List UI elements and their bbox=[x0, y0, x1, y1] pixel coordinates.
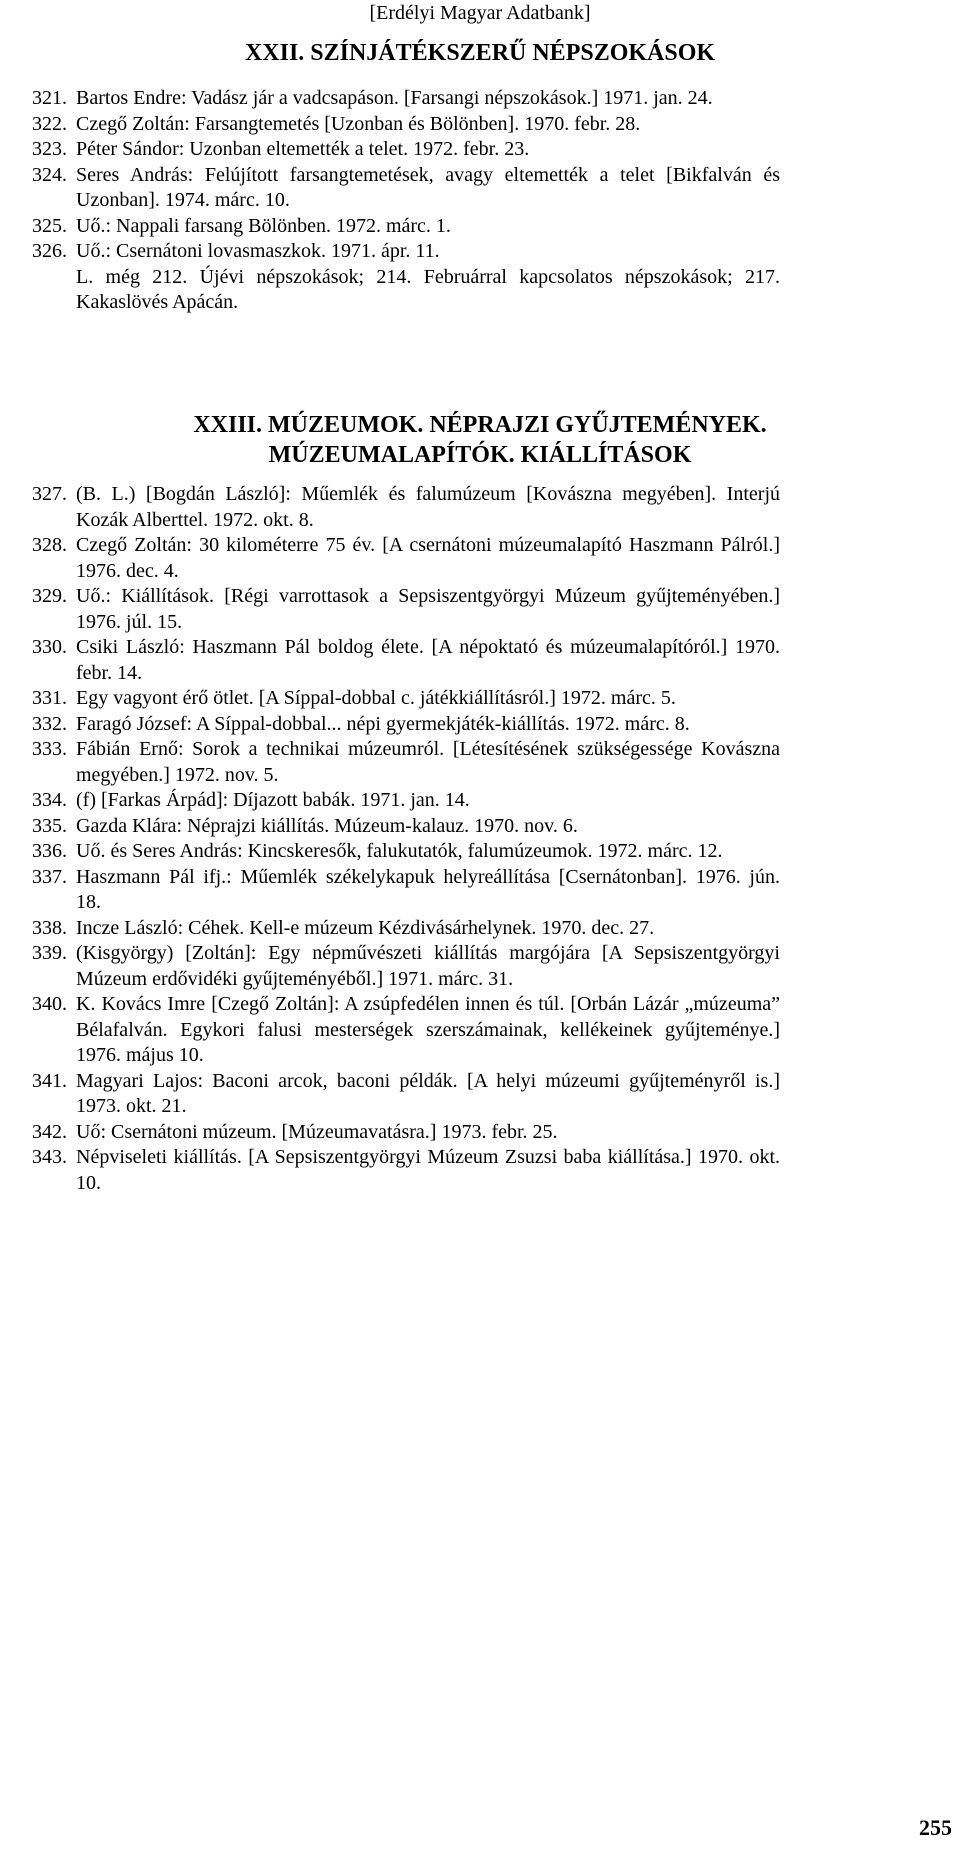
list-item bbox=[32, 163, 780, 214]
entry-number: 326. bbox=[32, 240, 67, 262]
entry-text: Seres András: Felújított farsangtemetések, avagy eltemették a telet [Bikfalván és Uzonban]. 1974. márc. 10. bbox=[76, 163, 780, 211]
list-item bbox=[32, 1120, 780, 1146]
list-item bbox=[32, 814, 780, 840]
entry-number: 336. bbox=[32, 840, 67, 862]
entry-text: Népviseleti kiállítás. [A Sepsiszentgyörgyi Múzeum Zsuzsi baba kiállítása.] 1970. okt. 10. bbox=[76, 1146, 780, 1194]
entry-number: 338. bbox=[32, 916, 67, 939]
entry-number: 328. bbox=[32, 534, 67, 556]
entry-number: 339. bbox=[32, 942, 67, 964]
entry-text: Gazda Klára: Néprajzi kiállítás. Múzeum-kalauz. 1970. nov. 6. bbox=[76, 814, 578, 837]
section-title-2 bbox=[0, 410, 960, 470]
entry-text: Magyari Lajos: Baconi arcok, baconi példák. [A helyi múzeumi gyűjteményről is.] 1973. okt. 21. bbox=[76, 1069, 780, 1117]
list-item bbox=[32, 137, 780, 163]
entry-number: 325. bbox=[32, 214, 67, 237]
list-item bbox=[32, 916, 780, 942]
entry-number: 342. bbox=[32, 1120, 67, 1143]
entry-text: Faragó József: A Síppal-dobbal... népi gyermekjáték-kiállítás. 1972. márc. 8. bbox=[76, 712, 690, 735]
entry-number: 333. bbox=[32, 738, 67, 760]
entry-text: Uő.: Kiállítások. [Régi varrottasok a Sepsiszentgyörgyi Múzeum gyűjteményében.] 1976. júl. 15. bbox=[76, 585, 780, 633]
entry-number: 332. bbox=[32, 712, 67, 735]
entry-number: 322. bbox=[32, 112, 67, 135]
entry-text: K. Kovács Imre [Czegő Zoltán]: A zsúpfedélen innen és túl. [Orbán Lázár „múzeuma” Bélafalván. Egykori falusi mesterségek szerszámainak, kellékeinek gyűjteménye.] 1976. május 10. bbox=[76, 993, 780, 1066]
page-number: 255 bbox=[919, 1815, 952, 1840]
list-item bbox=[32, 1145, 780, 1196]
entry-number: 321. bbox=[32, 87, 67, 109]
list-item bbox=[32, 686, 780, 712]
list-item bbox=[32, 941, 780, 992]
entry-text: Fábián Ernő: Sorok a technikai múzeumról. [Létesítésének szükségessége Kovászna megyében.] 1972. nov. 5. bbox=[76, 738, 780, 786]
entry-number: 329. bbox=[32, 585, 67, 607]
entry-text: (B. L.) [Bogdán László]: Műemlék és falumúzeum [Kovászna megyében]. Interjú Kozák Alberttel. 1972. okt. 8. bbox=[76, 483, 780, 531]
entry-number: 335. bbox=[32, 814, 67, 837]
list-item bbox=[32, 712, 780, 738]
entry-number: 343. bbox=[32, 1146, 67, 1168]
list-item bbox=[32, 992, 780, 1069]
cross-reference-note: L. még 212. Újévi népszokások; 214. Februárral kapcsolatos népszokások; 217. Kakaslövés Apácán. bbox=[76, 265, 780, 313]
list-item bbox=[32, 112, 780, 138]
entry-text: (Kisgyörgy) [Zoltán]: Egy népművészeti kiállítás margójára [A Sepsiszentgyörgyi Múzeum erdővidéki gyűjteményéből.] 1971. márc. 31. bbox=[76, 942, 780, 990]
list-item bbox=[32, 737, 780, 788]
entry-number: 340. bbox=[32, 993, 67, 1015]
entry-text: Incze László: Céhek. Kell-e múzeum Kézdivásárhelynek. 1970. dec. 27. bbox=[76, 916, 655, 939]
entry-text: Uő. és Seres András: Kincskeresők, falukutatók, falumúzeumok. 1972. márc. 12. bbox=[76, 840, 723, 862]
list-item bbox=[32, 839, 780, 865]
entry-number: 327. bbox=[32, 483, 67, 505]
entry-text: Uő.: Nappali farsang Bölönben. 1972. márc. 1. bbox=[76, 214, 451, 237]
entry-text: Egy vagyont érő ötlet. [A Síppal-dobbal c. játékkiállításról.] 1972. márc. 5. bbox=[76, 687, 676, 709]
entry-number: 334. bbox=[32, 789, 67, 811]
list-item bbox=[32, 533, 780, 584]
section-title-1: XXII. SZÍNJÁTÉKSZERŰ NÉPSZOKÁSOK bbox=[244, 40, 716, 66]
entry-text: Bartos Endre: Vadász jár a vadcsapáson. [Farsangi népszokások.] 1971. jan. 24. bbox=[76, 87, 713, 109]
entry-number: 330. bbox=[32, 636, 67, 658]
entry-text: Czegő Zoltán: Farsangtemetés [Uzonban és Bölönben]. 1970. febr. 28. bbox=[76, 112, 641, 135]
entry-number: 324. bbox=[32, 163, 67, 186]
section-title-2-line2: MÚZEUMALAPÍTÓK. KIÁLLÍTÁSOK bbox=[268, 442, 692, 468]
entry-number: 323. bbox=[32, 138, 67, 160]
entry-text: Uő: Csernátoni múzeum. [Múzeumavatásra.] 1973. febr. 25. bbox=[76, 1120, 558, 1143]
list-item bbox=[32, 584, 780, 635]
entry-text: Haszmann Pál ifj.: Műemlék székelykapuk helyreállítása [Csernátonban]. 1976. jún. 18. bbox=[76, 865, 780, 913]
entry-number: 337. bbox=[32, 865, 67, 888]
list-item bbox=[32, 239, 780, 265]
entry-list-1 bbox=[32, 86, 780, 316]
entry-text: (f) [Farkas Árpád]: Díjazott babák. 1971. jan. 14. bbox=[76, 789, 470, 811]
list-item bbox=[32, 214, 780, 240]
entry-list-2 bbox=[32, 482, 780, 1196]
entry-number: 341. bbox=[32, 1069, 67, 1092]
page-header: [Erdélyi Magyar Adatbank] bbox=[369, 2, 591, 24]
entry-number: 331. bbox=[32, 687, 67, 709]
list-item bbox=[32, 482, 780, 533]
list-item bbox=[32, 635, 780, 686]
section-title-2-line1: XXIII. MÚZEUMOK. NÉPRAJZI GYŰJTEMÉNYEK. bbox=[193, 412, 767, 438]
list-item bbox=[32, 865, 780, 916]
entry-text: Uő.: Csernátoni lovasmaszkok. 1971. ápr. 11. bbox=[76, 240, 440, 262]
entry-text: Csiki László: Haszmann Pál boldog élete. [A népoktató és múzeumalapítóról.] 1970. febr. 14. bbox=[76, 636, 780, 684]
list-item bbox=[32, 788, 780, 814]
list-item bbox=[32, 86, 780, 112]
entry-text: Péter Sándor: Uzonban eltemették a telet. 1972. febr. 23. bbox=[76, 138, 530, 160]
list-item bbox=[32, 1069, 780, 1120]
entry-text: Czegő Zoltán: 30 kilométerre 75 év. [A csernátoni múzeumalapító Haszmann Pálról.] 1976. dec. 4. bbox=[76, 534, 780, 582]
